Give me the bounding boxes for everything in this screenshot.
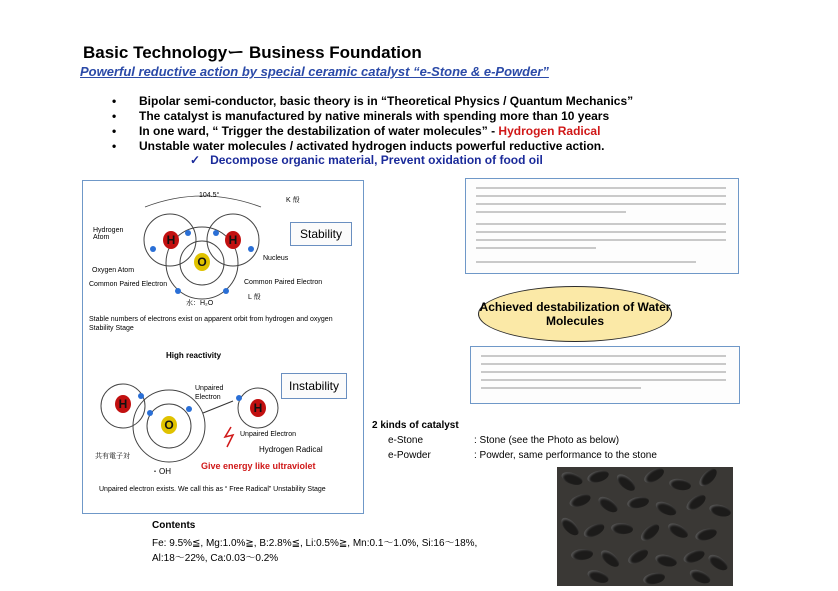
common-paired-right-label: Common Paired Electron — [244, 279, 323, 286]
destabilization-callout: Achieved destabilization of Water Molecules — [478, 286, 672, 342]
oxygen-atom-icon: O — [194, 253, 210, 271]
shared-pair-label: 共有電子対 — [95, 453, 130, 460]
nucleus-label: Nucleus — [263, 255, 289, 262]
k-shell-label: K 殻 — [286, 197, 300, 204]
oxygen-atom-label: Oxygen Atom — [92, 267, 135, 274]
subtitle: Powerful reductive action by special ceramic catalyst “e-Stone & e-Powder” — [80, 64, 549, 79]
hydrogen-atom-icon: H — [225, 231, 241, 249]
bullet-item: • The catalyst is manufactured by native minerals with spending more than 10 years — [112, 109, 610, 123]
instability-caption: Unpaired electron exists. We call this as “ Free Radical” Unstability Stage — [99, 486, 326, 493]
oh-label: ・OH — [151, 467, 171, 476]
stability-label: Stability — [290, 222, 352, 246]
hydrogen-atom-icon: H — [163, 231, 179, 249]
page-title: Basic Technologyー Business Foundation — [83, 43, 422, 62]
oxygen-atom-icon: O — [161, 416, 177, 434]
contents-line: Fe: 9.5%≦, Mg:1.0%≧, B:2.8%≦, Li:0.5%≧, Mn:0.1〜1.0%, Si:16〜18%, — [152, 538, 478, 549]
bullet-dot: • — [112, 109, 117, 123]
contents-heading: Contents — [152, 520, 196, 531]
catalyst-row: e-Stone : Stone (see the Photo as below) — [388, 435, 620, 446]
give-energy-label: Give energy like ultraviolet — [201, 461, 316, 471]
bullet-dot: • — [112, 139, 117, 153]
catalyst-row: e-Powder : Powder, same performance to the stone — [388, 450, 657, 461]
bullet-item: • In one ward, “ Trigger the destabilization of water molecules” - Hydrogen Radical — [112, 124, 601, 138]
bond-angle: 104.5° — [199, 192, 220, 199]
checkmark-icon: ✓ — [190, 153, 201, 167]
bullet-dot: • — [112, 94, 117, 108]
bullet-item: • Unstable water molecules / activated hydrogen inducts powerful reductive action. — [112, 139, 605, 153]
water-formula: 水：H₂O — [186, 300, 214, 307]
contents-line: Al:18〜22%, Ca:0.03〜0.2% — [152, 553, 279, 564]
instability-label: Instability — [281, 373, 347, 399]
bullet-list — [112, 94, 633, 154]
e-stone-photo — [557, 467, 733, 586]
hydrogen-atom-icon: H — [115, 395, 131, 413]
unpaired-bottom-label: Unpaired Electron — [240, 431, 297, 438]
bullet-item: • Bipolar semi-conductor, basic theory is in “Theoretical Physics / Quantum Mechanics” — [112, 94, 634, 108]
high-reactivity-label: High reactivity — [166, 351, 222, 360]
contents-body — [152, 536, 477, 566]
common-paired-left-label: Common Paired Electron — [89, 281, 168, 288]
check-item: ✓ Decompose organic material, Prevent oxidation of food oil — [190, 153, 543, 167]
hydrogen-atom-icon: H — [250, 399, 266, 417]
stability-caption: Stable numbers of electrons exist on apparent orbit from hydrogen and oxygen Stability Stage — [89, 316, 333, 332]
hydrogen-radical-label: Hydrogen Radical — [259, 445, 323, 454]
japanese-text-block-1 — [465, 178, 739, 274]
japanese-text-block-2 — [470, 346, 740, 404]
hydrogen-atom-label: Hydrogen Atom — [93, 227, 124, 241]
catalyst-heading: 2 kinds of catalyst — [372, 420, 459, 431]
unpaired-top-label: Unpaired Electron — [195, 385, 224, 401]
bullet-dot: • — [112, 124, 117, 138]
hydrogen-radical-highlight: Hydrogen Radical — [498, 124, 601, 138]
l-shell-label: L 殻 — [248, 294, 261, 301]
